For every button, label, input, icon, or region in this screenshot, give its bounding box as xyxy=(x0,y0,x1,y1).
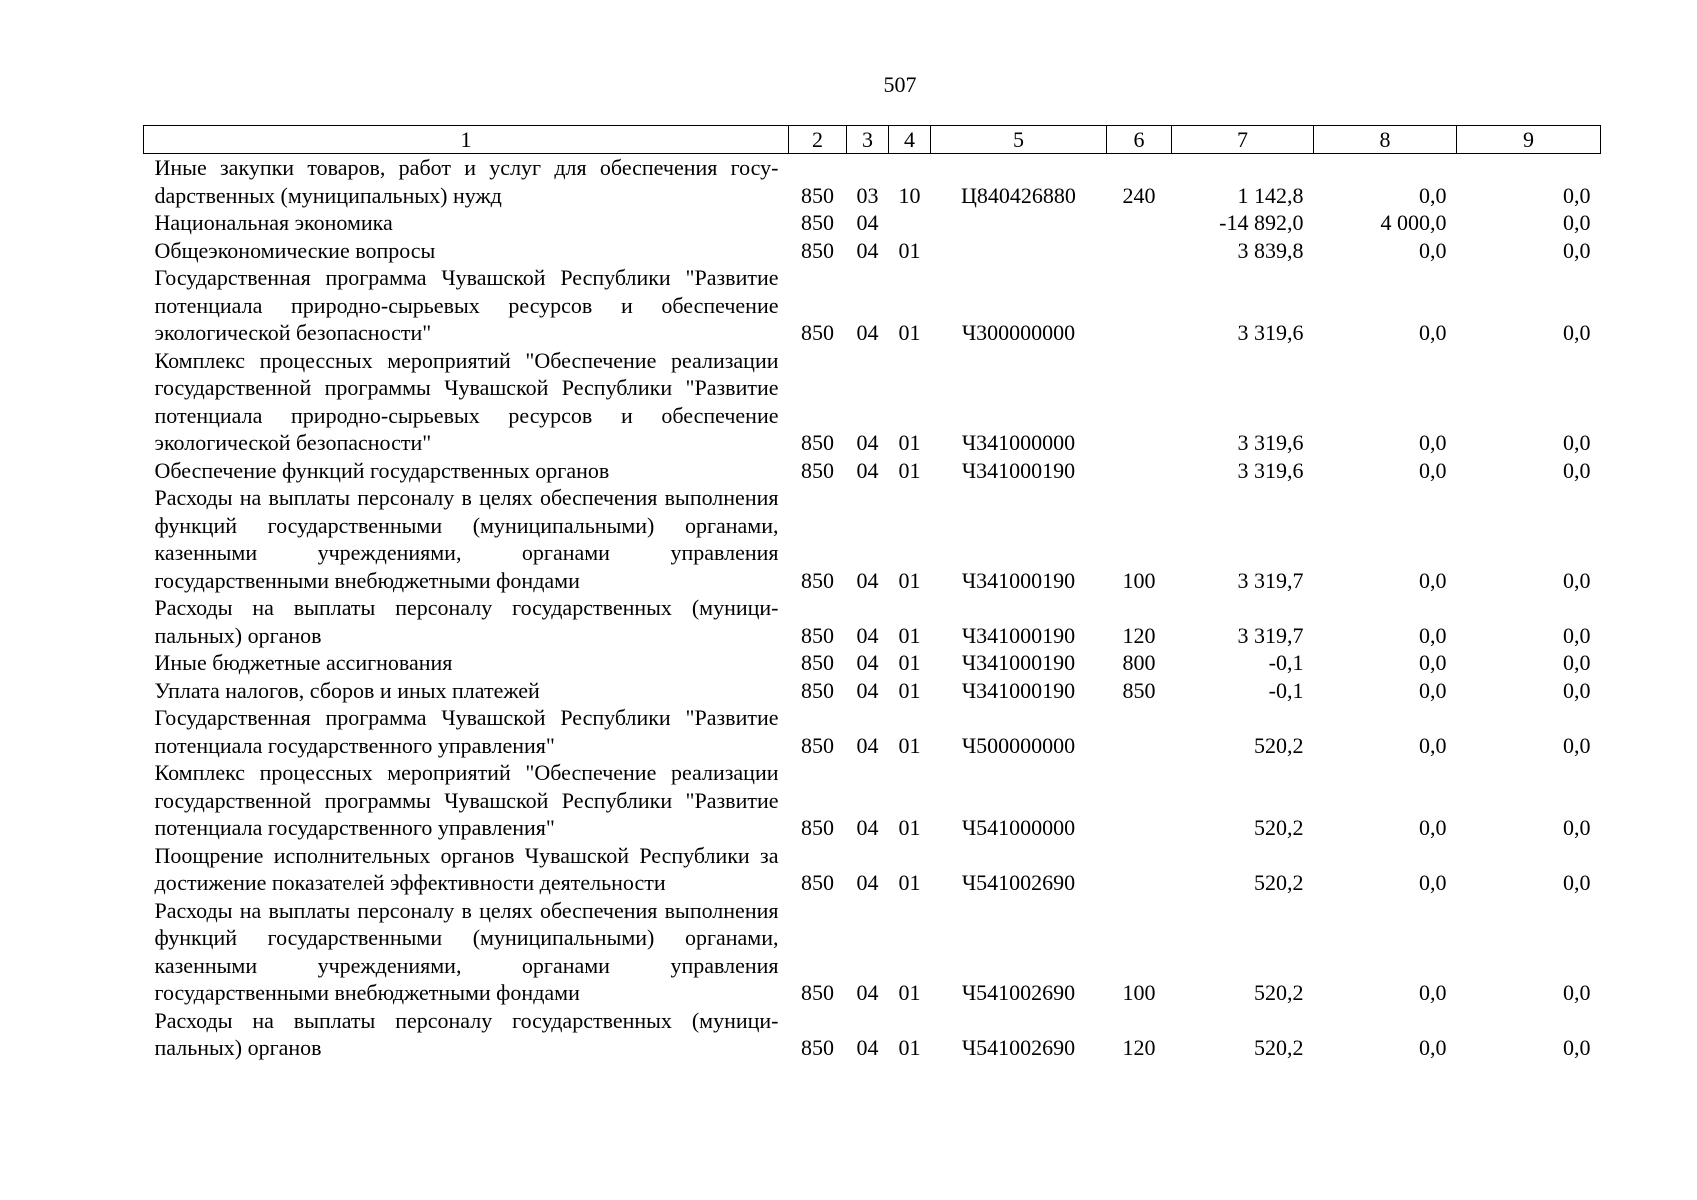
cell-section: 03 xyxy=(856,182,879,208)
cell-section: 04 xyxy=(856,622,879,648)
cell-expense-type xyxy=(1107,237,1172,265)
row-name: Расходы на выплаты персоналу государственных (муниципальных) органов xyxy=(154,1007,779,1060)
cell-amount-8: 0,0 xyxy=(1419,457,1447,483)
cell-amount-7: 520,2 xyxy=(1254,815,1304,840)
row-name: Обеспечение функций государственных органов xyxy=(154,457,610,483)
row-name: Уплата налогов, сборов и иных платежей xyxy=(154,677,540,703)
column-header-8: 8 xyxy=(1314,126,1457,154)
cell-target-article: Ч541002690 xyxy=(961,870,1076,895)
row-name: Иные бюджетные ассигнования xyxy=(154,650,453,675)
cell-amount-9: 0,0 xyxy=(1563,815,1591,840)
cell-amount-7: 3 319,7 xyxy=(1237,567,1304,593)
table-row xyxy=(144,677,1601,705)
cell-amount-8: 4 000,0 xyxy=(1380,210,1447,235)
column-header-9: 9 xyxy=(1457,126,1601,154)
cell-amount-8: 0,0 xyxy=(1419,237,1447,263)
cell-subsection: 01 xyxy=(898,677,921,703)
table-header xyxy=(144,126,1601,154)
page-number: 507 xyxy=(883,72,917,97)
cell-subsection: 01 xyxy=(898,567,921,593)
header-row xyxy=(144,126,1601,154)
cell-amount-7: 3 839,8 xyxy=(1237,237,1304,263)
cell-expense-type xyxy=(1107,704,1172,759)
cell-admin-code: 850 xyxy=(801,870,834,895)
table-row xyxy=(144,347,1601,457)
cell-section: 04 xyxy=(856,430,879,455)
cell-target-article: Ч341000190 xyxy=(961,677,1076,703)
cell-section: 04 xyxy=(856,210,879,235)
cell-amount-9: 0,0 xyxy=(1563,677,1591,703)
cell-amount-9: 0,0 xyxy=(1563,237,1591,263)
cell-amount-8: 0,0 xyxy=(1419,650,1447,675)
cell-admin-code: 850 xyxy=(801,457,834,483)
row-name: Комплекс процессных мероприятий "Обеспечение реализации государственной программы Чувашской Республики "Развитие потенциала государственного управления" xyxy=(154,760,779,840)
cell-amount-8: 0,0 xyxy=(1419,815,1447,840)
table-row xyxy=(144,1007,1601,1062)
table-row xyxy=(144,704,1601,759)
cell-amount-8: 0,0 xyxy=(1419,567,1447,593)
column-header-5: 5 xyxy=(931,126,1107,154)
cell-amount-7: 3 319,6 xyxy=(1237,430,1304,455)
cell-subsection: 01 xyxy=(898,732,921,758)
cell-section: 04 xyxy=(856,320,879,345)
budget-table xyxy=(143,125,1601,1062)
cell-subsection xyxy=(889,209,931,237)
cell-amount-8: 0,0 xyxy=(1419,677,1447,703)
cell-subsection: 01 xyxy=(898,1035,921,1060)
cell-target-article: Ч541002690 xyxy=(961,1035,1076,1060)
cell-subsection: 10 xyxy=(898,182,921,208)
cell-section: 04 xyxy=(856,567,879,593)
column-header-4: 4 xyxy=(889,126,931,154)
cell-amount-8: 0,0 xyxy=(1419,980,1447,1005)
cell-section: 04 xyxy=(856,1035,879,1060)
table-row xyxy=(144,154,1601,210)
cell-amount-7: 1 142,8 xyxy=(1237,182,1304,208)
table-row xyxy=(144,209,1601,237)
row-name: Государственная программа Чувашской Республики "Развитие потенциала природно-сырьевых ресурсов и обеспечение экологической безопасности" xyxy=(154,265,779,345)
cell-section: 04 xyxy=(856,870,879,895)
cell-amount-9: 0,0 xyxy=(1563,622,1591,648)
table-row xyxy=(144,237,1601,265)
cell-amount-8: 0,0 xyxy=(1419,732,1447,758)
cell-subsection: 01 xyxy=(898,430,921,455)
cell-target-article: Ч541002690 xyxy=(961,980,1076,1005)
cell-admin-code: 850 xyxy=(801,815,834,840)
cell-subsection: 01 xyxy=(898,320,921,345)
cell-target-article: Ч500000000 xyxy=(961,732,1076,758)
cell-amount-8: 0,0 xyxy=(1419,870,1447,895)
cell-subsection: 01 xyxy=(898,815,921,840)
cell-admin-code: 850 xyxy=(801,650,834,675)
table-row xyxy=(144,897,1601,1007)
cell-amount-7: 520,2 xyxy=(1254,732,1304,758)
column-header-3: 3 xyxy=(847,126,889,154)
cell-expense-type xyxy=(1107,209,1172,237)
cell-section: 04 xyxy=(856,457,879,483)
cell-amount-7: -14 892,0 xyxy=(1219,210,1304,235)
cell-expense-type: 800 xyxy=(1122,650,1156,675)
cell-amount-9: 0,0 xyxy=(1563,182,1591,208)
cell-subsection: 01 xyxy=(898,457,921,483)
cell-amount-9: 0,0 xyxy=(1563,457,1591,483)
cell-amount-7: -0,1 xyxy=(1268,677,1304,703)
cell-amount-8: 0,0 xyxy=(1419,1035,1447,1060)
row-name: Национальная экономика xyxy=(154,210,393,235)
cell-amount-7: 3 319,6 xyxy=(1237,320,1304,345)
cell-admin-code: 850 xyxy=(801,1035,834,1060)
cell-section: 04 xyxy=(856,650,879,675)
row-name: Государственная программа Чувашской Республики "Развитие потенциала государственного управления" xyxy=(154,705,779,758)
cell-amount-8: 0,0 xyxy=(1419,182,1447,208)
cell-admin-code: 850 xyxy=(801,980,834,1005)
cell-expense-type: 100 xyxy=(1122,567,1156,593)
cell-amount-9: 0,0 xyxy=(1563,732,1591,758)
cell-expense-type xyxy=(1107,842,1172,897)
cell-amount-7: -0,1 xyxy=(1268,650,1304,675)
cell-target-article: Ч341000190 xyxy=(961,650,1076,675)
cell-admin-code: 850 xyxy=(801,567,834,593)
cell-amount-7: 3 319,6 xyxy=(1237,457,1304,483)
cell-target-article: Ч300000000 xyxy=(961,320,1076,345)
table-body xyxy=(144,154,1601,1062)
cell-amount-9: 0,0 xyxy=(1563,210,1591,235)
cell-amount-7: 520,2 xyxy=(1254,870,1304,895)
row-name: Расходы на выплаты персоналу в целях обеспечения выполнения функций государственными (муниципальными) органами, казенными учреждениями, органами управления государственными внебюджетными фондами xyxy=(154,485,779,593)
cell-amount-9: 0,0 xyxy=(1563,870,1591,895)
table-row xyxy=(144,842,1601,897)
row-name: Расходы на выплаты персоналу государственных (муниципальных) органов xyxy=(154,595,779,648)
cell-amount-9: 0,0 xyxy=(1563,650,1591,675)
cell-amount-9: 0,0 xyxy=(1563,567,1591,593)
column-header-6: 6 xyxy=(1107,126,1172,154)
cell-section: 04 xyxy=(856,732,879,758)
cell-target-article xyxy=(931,209,1107,237)
cell-subsection: 01 xyxy=(898,622,921,648)
cell-amount-7: 520,2 xyxy=(1254,980,1304,1005)
cell-section: 04 xyxy=(856,677,879,703)
row-name: Общеэкономические вопросы xyxy=(154,237,436,263)
table-row xyxy=(144,649,1601,677)
budget-table-container xyxy=(143,125,1600,1062)
cell-target-article xyxy=(931,237,1107,265)
cell-amount-8: 0,0 xyxy=(1419,430,1447,455)
cell-target-article: Ч541000000 xyxy=(961,815,1076,840)
cell-section: 04 xyxy=(856,980,879,1005)
cell-admin-code: 850 xyxy=(801,430,834,455)
cell-subsection: 01 xyxy=(898,237,921,263)
cell-admin-code: 850 xyxy=(801,732,834,758)
cell-expense-type xyxy=(1107,759,1172,842)
cell-target-article: Ц840426880 xyxy=(961,182,1076,208)
table-row xyxy=(144,264,1601,347)
cell-admin-code: 850 xyxy=(801,677,834,703)
cell-expense-type: 100 xyxy=(1122,980,1156,1005)
table-row xyxy=(144,484,1601,594)
row-name: Расходы на выплаты персоналу в целях обеспечения выполнения функций государственными (муниципальными) органами, казенными учреждениями, органами управления государственными внебюджетными фондами xyxy=(154,897,779,1005)
row-name: Иные закупки товаров, работ и услуг для обеспечения госуdарственных (муниципальных) нужд xyxy=(154,155,779,208)
cell-target-article: Ч341000000 xyxy=(961,430,1076,455)
cell-admin-code: 850 xyxy=(801,320,834,345)
cell-amount-7: 520,2 xyxy=(1254,1035,1304,1060)
cell-amount-9: 0,0 xyxy=(1563,980,1591,1005)
cell-amount-9: 0,0 xyxy=(1563,430,1591,455)
cell-expense-type: 120 xyxy=(1122,1035,1156,1060)
cell-target-article: Ч341000190 xyxy=(961,622,1076,648)
cell-admin-code: 850 xyxy=(801,210,834,235)
column-header-2: 2 xyxy=(789,126,847,154)
cell-expense-type xyxy=(1107,347,1172,457)
cell-amount-7: 3 319,7 xyxy=(1237,622,1304,648)
cell-admin-code: 850 xyxy=(801,237,834,263)
cell-target-article: Ч341000190 xyxy=(961,457,1076,483)
cell-section: 04 xyxy=(856,237,879,263)
cell-expense-type: 240 xyxy=(1122,182,1156,208)
cell-section: 04 xyxy=(856,815,879,840)
cell-subsection: 01 xyxy=(898,870,921,895)
table-row xyxy=(144,457,1601,485)
column-header-7: 7 xyxy=(1172,126,1314,154)
row-name: Поощрение исполнительных органов Чувашской Республики за достижение показателей эффективности деятельности xyxy=(154,842,779,895)
cell-admin-code: 850 xyxy=(801,622,834,648)
cell-expense-type xyxy=(1107,264,1172,347)
cell-amount-8: 0,0 xyxy=(1419,622,1447,648)
table-row xyxy=(144,759,1601,842)
cell-subsection: 01 xyxy=(898,980,921,1005)
column-header-1: 1 xyxy=(144,126,789,154)
cell-target-article: Ч341000190 xyxy=(961,567,1076,593)
cell-admin-code: 850 xyxy=(801,182,834,208)
cell-expense-type: 850 xyxy=(1122,677,1156,703)
cell-expense-type: 120 xyxy=(1122,622,1156,648)
cell-amount-9: 0,0 xyxy=(1563,320,1591,345)
cell-amount-8: 0,0 xyxy=(1419,320,1447,345)
cell-expense-type xyxy=(1107,457,1172,485)
table-row xyxy=(144,594,1601,649)
row-name: Комплекс процессных мероприятий "Обеспечение реализации государственной программы Чувашской Республики "Развитие потенциала природно-сырьевых ресурсов и обеспечение экологической безопасности" xyxy=(154,347,779,455)
cell-amount-9: 0,0 xyxy=(1563,1035,1591,1060)
cell-subsection: 01 xyxy=(898,650,921,675)
